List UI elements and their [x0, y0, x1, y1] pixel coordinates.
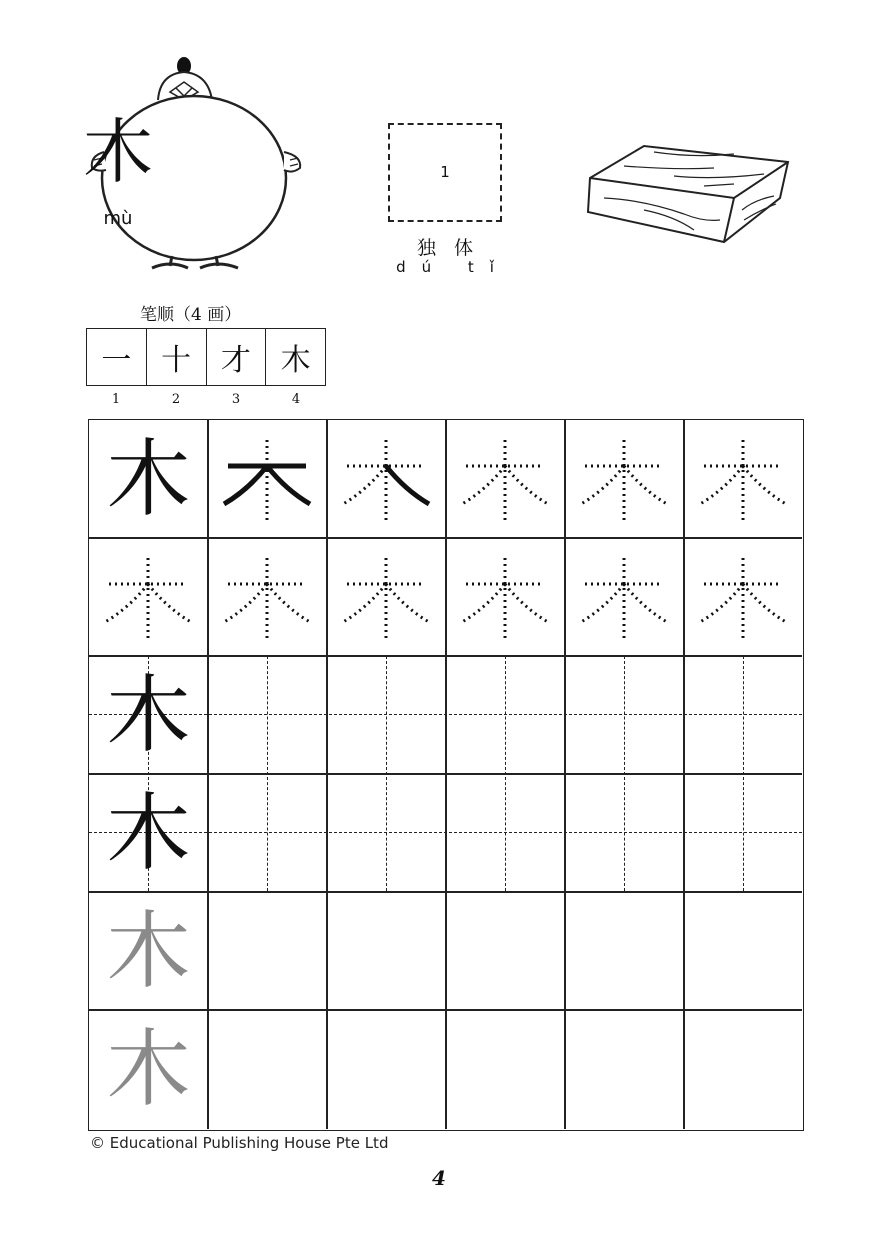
stroke-order-title: 笔顺（4 画）: [140, 305, 242, 325]
trace-row-2: [89, 538, 802, 656]
practice-row5-char: 木: [106, 902, 191, 1000]
trace-cell-1: [208, 420, 326, 538]
trace-cell-5: [684, 420, 802, 538]
stroke-order-table: [86, 328, 326, 386]
practice-row4-char: 木: [106, 784, 191, 882]
copyright-text: © Educational Publishing House Pte Ltd: [90, 1134, 389, 1152]
character-pinyin: mù: [103, 208, 133, 229]
structure-box-number: 1: [440, 163, 450, 181]
stroke-number-3: 3: [231, 392, 241, 407]
practice-grid: [88, 419, 804, 1131]
stroke-number-1: 1: [111, 392, 121, 407]
structure-label-pinyin: dú tǐ: [396, 258, 510, 276]
structure-box: [388, 123, 502, 222]
stroke-number-2: 2: [171, 392, 181, 407]
practice-model-char: 木: [106, 430, 191, 528]
stroke-step-1: 一: [87, 329, 147, 385]
trace-cell-4: [565, 420, 683, 538]
stroke-step-3: 才: [207, 329, 267, 385]
structure-label-hanzi: 独体: [416, 237, 491, 259]
character-hanzi: 木: [83, 111, 153, 193]
page-number: 4: [432, 1166, 446, 1190]
wood-plank-illustration: [584, 140, 792, 246]
practice-row3-char: 木: [106, 666, 191, 764]
stroke-step-2: 十: [147, 329, 207, 385]
stroke-step-4: 木: [280, 343, 311, 378]
practice-row6-char: 木: [106, 1020, 191, 1118]
trace-cell-3: [446, 420, 564, 538]
stroke-number-4: 4: [291, 392, 301, 407]
trace-cell-2: [327, 420, 445, 538]
